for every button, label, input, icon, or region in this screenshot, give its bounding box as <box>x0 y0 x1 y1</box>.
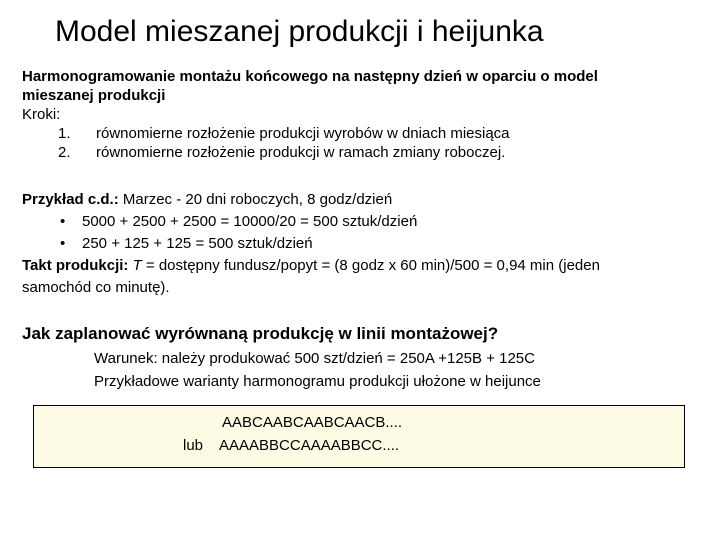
example-text: Marzec - 20 dni roboczych, 8 godz/dzień <box>118 191 393 208</box>
slide-title: Model mieszanej produkcji i heijunka <box>55 15 544 48</box>
takt-line-2: samochód co minutę). <box>22 279 170 296</box>
intro-heading-line-1: Harmonogramowanie montażu końcowego na następny dzień w oparciu o model <box>22 68 598 85</box>
step-item <box>22 143 598 162</box>
bullet-icon: • <box>60 235 66 252</box>
intro-heading-line-2: mieszanej produkcji <box>22 87 166 104</box>
step-number: 1. <box>58 125 71 142</box>
bullet-text: 250 + 125 + 125 = 500 sztuk/dzień <box>82 235 313 252</box>
intro-section <box>22 67 598 162</box>
step-text: równomierne rozłożenie produkcji wyrobów w dniach miesiąca <box>96 125 510 142</box>
step-number: 2. <box>58 144 71 161</box>
step-item <box>22 124 598 143</box>
sequence-first: AABCAABCAABCAACB.... <box>222 414 403 431</box>
condition-line: Warunek: należy produkować 500 szt/dzień = 250A +125B + 125C <box>94 350 535 367</box>
takt-line-1 <box>22 255 600 277</box>
takt-formula: = dostępny fundusz/popyt = (8 godz x 60 min)/500 = 0,94 min (jeden <box>141 257 600 274</box>
example-header <box>22 189 600 211</box>
bullet-item <box>22 233 600 255</box>
example-label: Przykład c.d.: <box>22 191 119 208</box>
step-text: równomierne rozłożenie produkcji w ramach zmiany roboczej. <box>96 144 506 161</box>
example-section <box>22 189 600 299</box>
takt-label: Takt produkcji: <box>22 257 129 274</box>
variants-line: Przykładowe warianty harmonogramu produkcji ułożone w heijunce <box>94 373 541 390</box>
takt-variable: T <box>132 257 142 274</box>
bullet-icon: • <box>60 213 66 230</box>
sequence-connector: lub <box>183 437 204 454</box>
bullet-text: 5000 + 2500 + 2500 = 10000/20 = 500 sztuk/dzień <box>82 213 418 230</box>
conditions-section <box>94 347 541 393</box>
bullet-item <box>22 211 600 233</box>
question-heading: Jak zaplanować wyrównaną produkcję w linii montażowej? <box>22 324 499 343</box>
sequence-second: AAAABBCCAAAABBCC.... <box>219 437 400 454</box>
sequence-second-line <box>183 436 399 456</box>
steps-label: Kroki: <box>22 106 61 123</box>
